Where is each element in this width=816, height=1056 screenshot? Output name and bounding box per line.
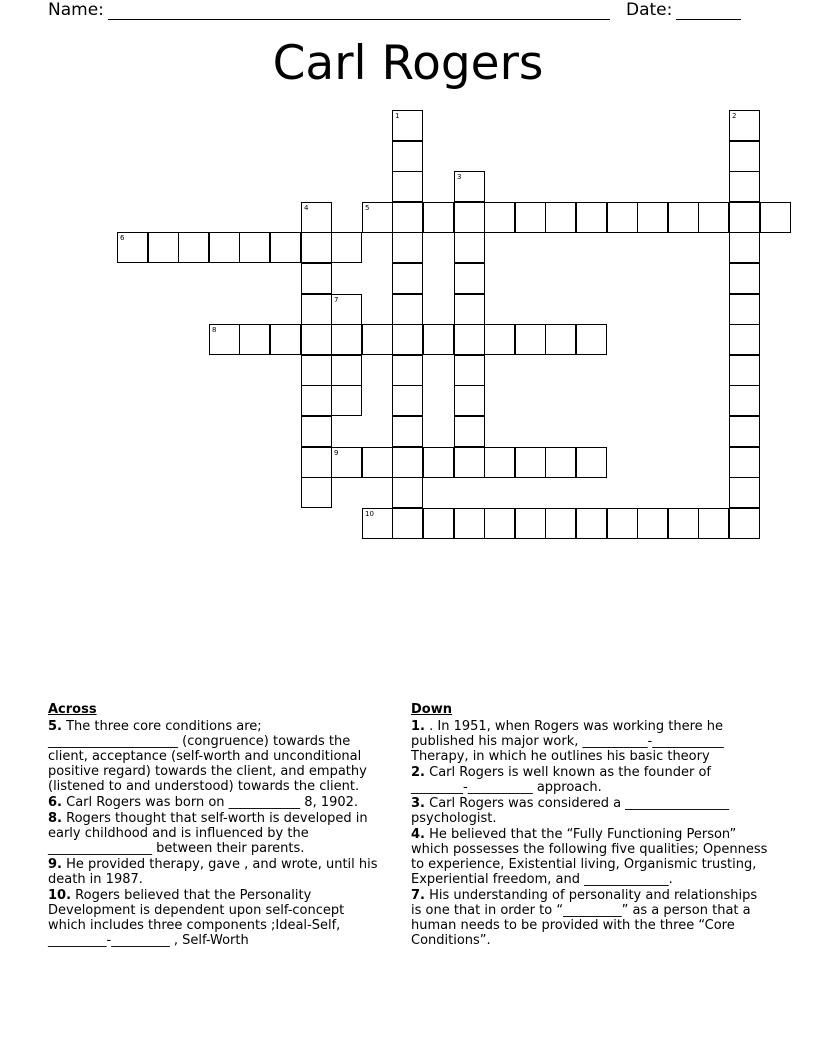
grid-cell[interactable] (392, 232, 423, 263)
grid-cell[interactable] (545, 508, 576, 539)
grid-cell[interactable] (392, 477, 423, 508)
grid-cell[interactable] (454, 202, 485, 233)
grid-cell[interactable] (729, 263, 760, 294)
grid-cell[interactable] (362, 202, 393, 233)
grid-cell[interactable] (454, 385, 485, 416)
grid-cell[interactable] (301, 416, 332, 447)
grid-cell[interactable] (392, 447, 423, 478)
clue-number: 9 (334, 449, 339, 457)
grid-cell[interactable] (362, 447, 393, 478)
clue-text: His understanding of personality and relationships is one that in order to “_________” as a person that a human needs to be provided with the three “Core Conditions”. (411, 888, 758, 948)
clue-num: 4. (411, 827, 425, 842)
name-label: Name: (48, 0, 104, 20)
grid-cell[interactable] (515, 202, 546, 233)
clue-num: 7. (411, 888, 425, 903)
grid-cell[interactable] (331, 294, 362, 325)
grid-cell[interactable] (729, 202, 760, 233)
grid-cell[interactable] (729, 447, 760, 478)
down-clue (411, 796, 771, 826)
grid-cell[interactable] (454, 294, 485, 325)
grid-cell[interactable] (301, 202, 332, 233)
across-clue-list (48, 719, 378, 948)
clue-text: Rogers believed that the Personality Development is dependent upon self-concept which includes three components ;Ideal-Self, _________-_________ , Self-Worth (48, 888, 345, 948)
clue-text: . In 1951, when Rogers was working there he published his major work, __________-___________ Therapy, in which he outlines his basic theory (411, 719, 724, 764)
grid-cell[interactable] (331, 385, 362, 416)
grid-cell[interactable] (454, 263, 485, 294)
grid-cell[interactable] (301, 294, 332, 325)
grid-cell[interactable] (454, 508, 485, 539)
clue-num: 3. (411, 796, 425, 811)
grid-cell[interactable] (729, 324, 760, 355)
grid-cell[interactable] (178, 232, 209, 263)
grid-cell[interactable] (637, 508, 668, 539)
grid-cell[interactable] (545, 202, 576, 233)
grid-cell[interactable] (301, 263, 332, 294)
clue-number: 3 (457, 173, 462, 181)
clue-number: 2 (732, 112, 737, 120)
grid-cell[interactable] (729, 110, 760, 141)
clue-number: 5 (365, 204, 370, 212)
across-clue (48, 857, 378, 887)
clue-text: Carl Rogers was born on ___________ 8, 1902. (61, 795, 359, 810)
grid-cell[interactable] (637, 202, 668, 233)
clue-number: 6 (120, 234, 125, 242)
down-clues (411, 702, 771, 949)
grid-cell[interactable] (698, 508, 729, 539)
grid-cell[interactable] (301, 447, 332, 478)
grid-cell[interactable] (423, 202, 454, 233)
grid-cell[interactable] (423, 447, 454, 478)
grid-cell[interactable] (301, 232, 332, 263)
clue-text: Carl Rogers was considered a ________________ psychologist. (411, 796, 730, 826)
grid-cell[interactable] (484, 508, 515, 539)
grid-cell[interactable] (392, 355, 423, 386)
grid-cell[interactable] (331, 232, 362, 263)
down-heading: Down (411, 702, 452, 717)
clue-text: The three core conditions are; ____________________ (congruence) towards the client, acceptance (self-worth and unconditional positive regard) towards the client, and empathy (listened to and understood) towards the client. (48, 719, 367, 794)
grid-cell[interactable] (362, 324, 393, 355)
grid-cell[interactable] (454, 416, 485, 447)
clue-num: 6. (48, 795, 62, 810)
clue-num: 10. (48, 888, 72, 903)
grid-cell[interactable] (331, 355, 362, 386)
grid-cell[interactable] (729, 232, 760, 263)
across-clues (48, 702, 378, 949)
clue-number: 10 (365, 510, 374, 518)
date-label: Date: (626, 0, 673, 20)
clue-num: 8. (48, 811, 62, 826)
grid-cell[interactable] (392, 263, 423, 294)
grid-cell[interactable] (392, 416, 423, 447)
grid-cell[interactable] (454, 447, 485, 478)
grid-cell[interactable] (392, 141, 423, 172)
grid-cell[interactable] (668, 202, 699, 233)
grid-cell[interactable] (454, 171, 485, 202)
grid-cell[interactable] (392, 324, 423, 355)
clue-text: Carl Rogers is well known as the founder of ________-__________ approach. (411, 765, 711, 795)
grid-cell[interactable] (454, 232, 485, 263)
clue-number: 4 (304, 204, 309, 212)
clue-number: 8 (212, 326, 217, 334)
grid-cell[interactable] (729, 355, 760, 386)
grid-cell[interactable] (515, 447, 546, 478)
grid-cell[interactable] (239, 232, 270, 263)
clue-number: 7 (334, 296, 339, 304)
grid-cell[interactable] (668, 508, 699, 539)
across-heading: Across (48, 702, 97, 717)
grid-cell[interactable] (117, 232, 148, 263)
grid-cell[interactable] (392, 508, 423, 539)
grid-cell[interactable] (698, 202, 729, 233)
grid-cell[interactable] (576, 447, 607, 478)
grid-cell[interactable] (729, 416, 760, 447)
grid-cell[interactable] (331, 447, 362, 478)
grid-cell[interactable] (331, 324, 362, 355)
grid-cell[interactable] (607, 508, 638, 539)
grid-cell[interactable] (209, 232, 240, 263)
grid-cell[interactable] (515, 508, 546, 539)
across-clue (48, 888, 378, 948)
clue-number: 1 (395, 112, 400, 120)
clue-text: He provided therapy, gave , and wrote, until his death in 1987. (48, 857, 378, 887)
grid-cell[interactable] (515, 324, 546, 355)
grid-cell[interactable] (392, 294, 423, 325)
page-title: Carl Rogers (272, 36, 544, 91)
across-clue (48, 719, 378, 794)
grid-cell[interactable] (576, 324, 607, 355)
grid-cell[interactable] (454, 355, 485, 386)
down-clue-list (411, 719, 771, 948)
grid-cell[interactable] (729, 385, 760, 416)
grid-cell[interactable] (423, 508, 454, 539)
clue-num: 5. (48, 719, 62, 734)
across-clue (48, 811, 378, 856)
grid-cell[interactable] (484, 202, 515, 233)
grid-cell[interactable] (545, 324, 576, 355)
grid-cell[interactable] (729, 171, 760, 202)
grid-cell[interactable] (148, 232, 179, 263)
grid-cell[interactable] (484, 324, 515, 355)
grid-cell[interactable] (301, 324, 332, 355)
clue-text: Rogers thought that self-worth is developed in early childhood and is influenced by the ________________ between their parents. (48, 811, 368, 856)
clue-num: 2. (411, 765, 425, 780)
grid-cell[interactable] (760, 202, 791, 233)
grid-cell[interactable] (301, 477, 332, 508)
grid-cell[interactable] (729, 141, 760, 172)
down-clue (411, 888, 771, 948)
grid-cell[interactable] (209, 324, 240, 355)
down-clue (411, 827, 771, 887)
grid-cell[interactable] (392, 171, 423, 202)
across-clue (48, 795, 378, 810)
grid-cell[interactable] (484, 447, 515, 478)
down-clue (411, 765, 771, 795)
clue-text: He believed that the “Fully Functioning Person” which possesses the following five qualities; Openness to experience, Existential living, Organismic trusting, Experiential freedom, and _____________. (411, 827, 768, 887)
grid-cell[interactable] (362, 508, 393, 539)
grid-cell[interactable] (301, 385, 332, 416)
grid-cell[interactable] (392, 385, 423, 416)
grid-cell[interactable] (607, 202, 638, 233)
grid-cell[interactable] (454, 324, 485, 355)
grid-cell[interactable] (270, 324, 301, 355)
grid-cell[interactable] (392, 202, 423, 233)
grid-cell[interactable] (270, 232, 301, 263)
grid-cell[interactable] (729, 294, 760, 325)
clue-num: 9. (48, 857, 62, 872)
grid-cell[interactable] (301, 355, 332, 386)
clue-num: 1. (411, 719, 425, 734)
grid-cell[interactable] (729, 477, 760, 508)
grid-cell[interactable] (392, 110, 423, 141)
grid-cell[interactable] (239, 324, 270, 355)
grid-cell[interactable] (545, 447, 576, 478)
down-clue (411, 719, 771, 764)
grid-cell[interactable] (576, 508, 607, 539)
grid-cell[interactable] (423, 324, 454, 355)
grid-cell[interactable] (576, 202, 607, 233)
grid-cell[interactable] (729, 508, 760, 539)
